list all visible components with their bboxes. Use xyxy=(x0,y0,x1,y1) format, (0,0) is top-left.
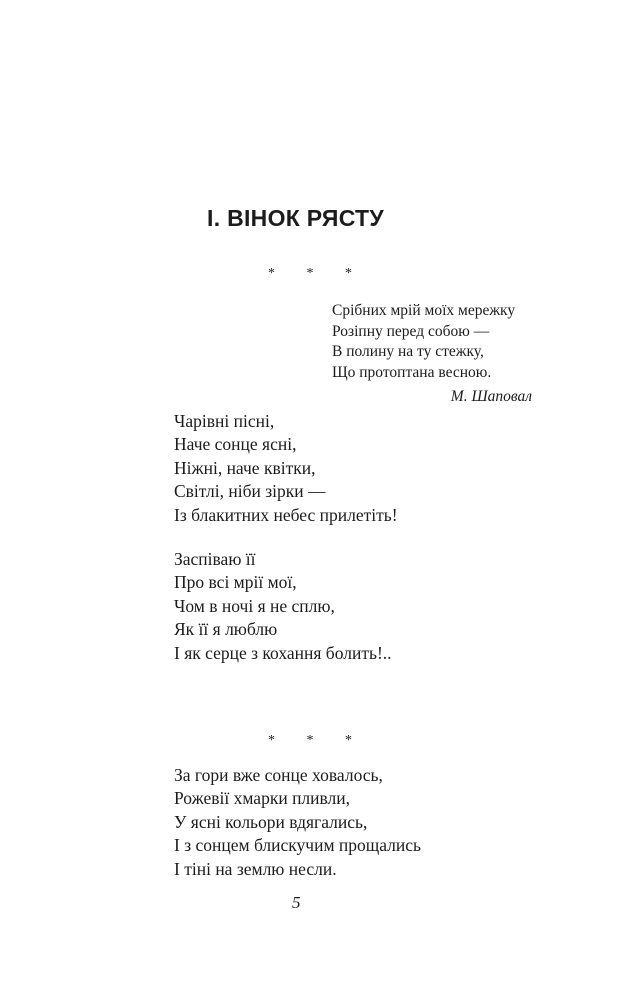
epigraph-line: В полину на ту стежку, xyxy=(332,343,484,360)
verse-line: Наче сонце ясні, xyxy=(174,434,297,455)
separator-stars: * * * xyxy=(268,733,366,748)
page-number: 5 xyxy=(292,893,301,912)
verse-line: Із блакитних небес прилетіть! xyxy=(174,504,398,525)
verse-line: Про всі мрії мої, xyxy=(174,572,297,593)
verse-line: Чарівні пісні, xyxy=(174,411,275,431)
poem1-stanza-2 xyxy=(174,548,392,665)
verse-line: За гори вже сонце ховалось, xyxy=(174,765,383,785)
verse-line: Заспіваю її xyxy=(174,549,256,569)
section-title: I. ВІНОК РЯСТУ xyxy=(207,205,384,231)
verse-line: Ніжні, наче квітки, xyxy=(174,457,316,478)
epigraph-line: Срібних мрій моїх мережку xyxy=(332,302,516,319)
poem1-stanza-1 xyxy=(174,410,398,527)
verse-line: Чом в ночі я не сплю, xyxy=(174,595,335,616)
epigraph-line: Розіпну перед собою — xyxy=(332,322,490,340)
verse-line: І з сонцем блискучим прощались xyxy=(174,835,422,856)
verse-line: Як її я люблю xyxy=(174,619,278,640)
verse-line: І як серце з кохання болить!.. xyxy=(174,642,392,663)
verse-line: Рожевії хмарки пливли, xyxy=(174,788,351,809)
epigraph-author: М. Шаповал xyxy=(450,388,532,405)
verse-line: У ясні кольори вдягались, xyxy=(174,811,368,832)
verse-line: Світлі, ніби зірки — xyxy=(174,481,326,502)
verse-line: І тіні на землю несли. xyxy=(174,858,337,879)
poem2-stanza-1 xyxy=(174,764,421,881)
epigraph xyxy=(332,301,515,383)
epigraph-line: Що протоптана весною. xyxy=(332,363,492,381)
separator-stars: * * * xyxy=(268,266,366,281)
